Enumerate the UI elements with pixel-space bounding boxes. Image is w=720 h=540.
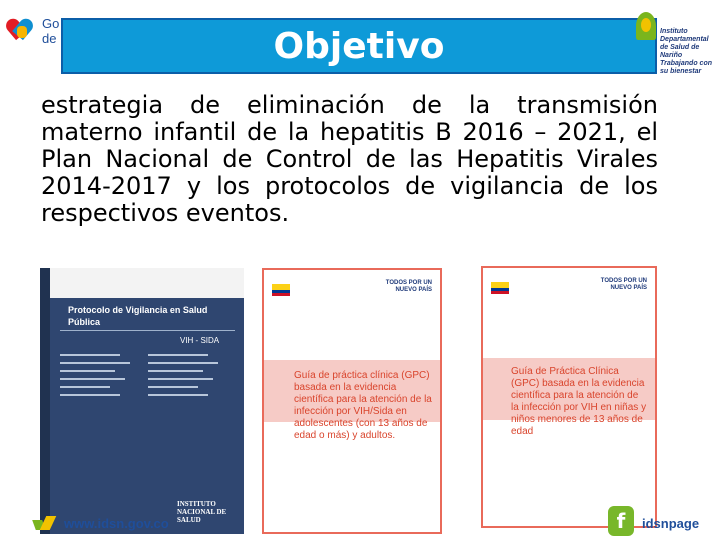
document-publisher: INSTITUTO NACIONAL DE SALUD <box>177 500 227 524</box>
document-top-logo: TODOS POR UN NUEVO PAÍS <box>600 278 647 291</box>
document-cover-header <box>491 278 647 312</box>
heart-logo-icon <box>6 14 40 48</box>
document-title: Protocolo de Vigilancia en Salud Pública <box>68 305 208 327</box>
page-title: Objetivo <box>273 25 445 67</box>
document-cover-gpc-children <box>481 266 657 528</box>
idsn-logo <box>630 6 720 75</box>
idsn-emblem-icon <box>636 12 656 40</box>
idsn-logo-text: Instituto Departamental de Salud de Nariño Trabajando con su bienestar <box>660 28 712 75</box>
document-subtitle: VIH - SIDA <box>180 336 220 345</box>
document-cover-vih-protocol <box>40 268 244 534</box>
title-bar <box>61 18 657 74</box>
footer <box>0 506 720 540</box>
facebook-handle[interactable]: idsnpage <box>642 516 700 531</box>
document-top-logo: TODOS POR UN NUEVO PAÍS <box>385 280 432 293</box>
government-logo-text: Go de <box>42 16 60 46</box>
document-cover-header <box>272 280 432 314</box>
government-logo <box>6 14 59 48</box>
divider <box>60 330 235 331</box>
document-cover-header <box>50 268 244 298</box>
flag-icon <box>272 284 290 296</box>
idsn-check-icon <box>34 516 56 530</box>
website-link[interactable]: www.idsn.gov.co <box>64 516 169 531</box>
document-cover-gpc-adults <box>262 268 442 534</box>
flag-icon <box>491 282 509 294</box>
objective-text: estrategia de eliminación de la transmisión materno infantil de la hepatitis B 2016 – 2021, el Plan Nacional de Control de las Hepatitis Virales 2014-2017 y los protocolos de vigilancia de los respectivos eventos. <box>41 91 658 227</box>
facebook-icon[interactable]: f <box>608 506 634 536</box>
document-title: Guía de Práctica Clínica (GPC) basada en la evidencia científica para la atención de la infección por VIH en niñas y niños menores de 13 años de edad <box>511 366 647 437</box>
document-title: Guía de práctica clínica (GPC) basada en la evidencia científica para la atención de la infección por VIH/Sida en adolescentes (con 13 años de edad o más) y adultos. <box>294 370 432 441</box>
